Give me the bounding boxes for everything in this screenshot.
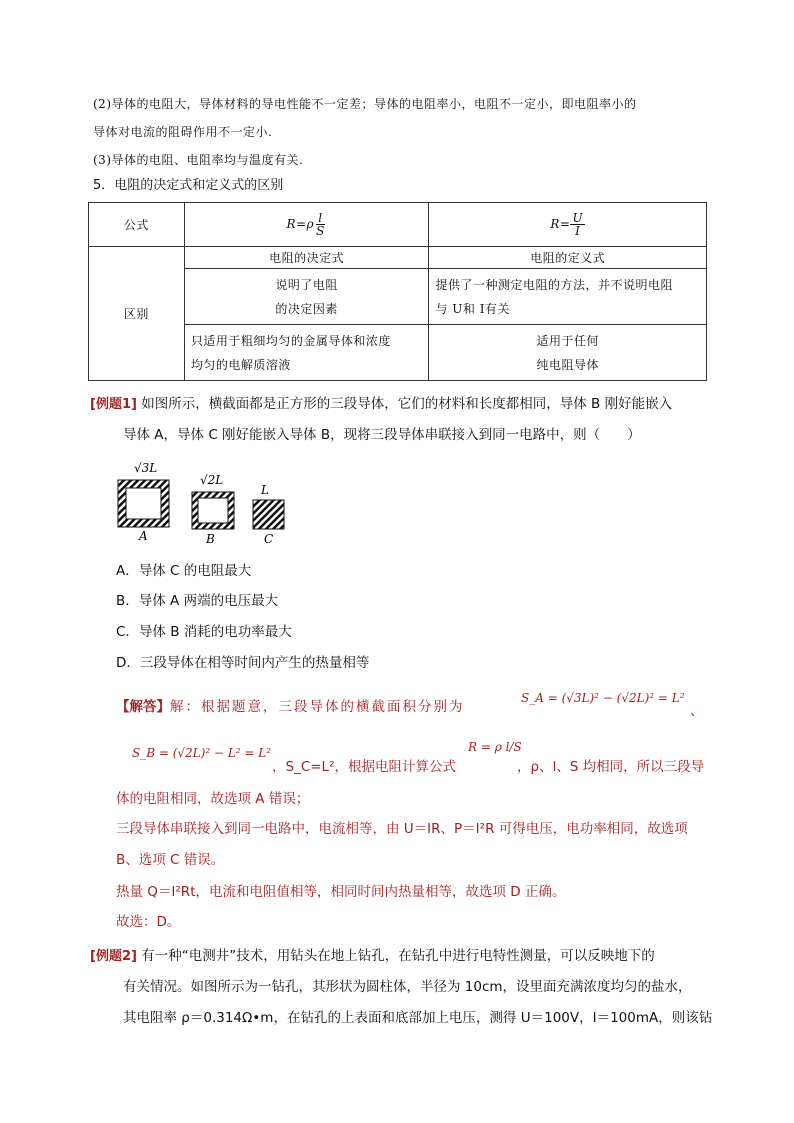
option-c: C．导体 B 消耗的电功率最大 (116, 624, 292, 640)
conductors-figure (112, 455, 302, 547)
solution-line-5: 三段导体串联接入到同一电路中，电流相等，由 U＝IR、P＝I²R 可得电压，电功率相同，故选项 (116, 821, 688, 837)
label-b: B (206, 532, 215, 546)
formula-decisive: R=ρ $\frac{l}{S}$ (184, 203, 429, 247)
solution-line-4: 体的电阻相同，故选项 A 错误； (116, 791, 310, 807)
solution-line-7: 热量 Q＝I²Rt，电流和电阻值相等，相同时间内热量相等，故选项 D 正确。 (116, 884, 566, 900)
formula-definition: R= $\frac{U}{I}$ (429, 203, 707, 247)
table-label-formula: 公式 (89, 203, 185, 247)
intro-line-1: (2)导体的电阻大，导体材料的导电性能不一定差；导体的电阻率小，电阻不一定小，即电阻率小的 (93, 97, 637, 111)
option-d: D．三段导体在相等时间内产生的热量相等 (116, 655, 370, 671)
intro-line-3: (3)导体的电阻、电阻率均与温度有关. (93, 153, 304, 167)
cell-r2c2: 提供了一种测定电阻的方法，并不说明电阻 与 U和 I有关 (429, 269, 707, 325)
section-title: 5．电阻的决定式和定义式的区别 (93, 178, 284, 193)
example2-line-1: [例题2] 有一种“电测井”技术，用钻头在地上钻孔，在钻孔中进行电特性测量，可以反映地下的 (90, 948, 655, 964)
label-a-top: √3L (134, 461, 158, 475)
formula-r: R = ρ l/S (468, 740, 522, 754)
example2-line-2: 有关情况。如图所示为一钻孔，其形状为圆柱体，半径为 10cm，设里面充满浓度均匀的盐水， (123, 979, 692, 995)
conductor-c (253, 500, 284, 529)
example2-line-3: 其电阻率 ρ＝0.314Ω•m，在钻孔的上表面和底部加上电压，测得 U＝100V，I＝100mA，则该钻 (123, 1010, 713, 1026)
solution-tag: 【解答】 (116, 699, 170, 715)
cell-r3c1: 只适用于粗细均匀的金属导体和浓度 均匀的电解质溶液 (184, 325, 429, 381)
table-label-diff: 区别 (89, 247, 185, 381)
cell-r1c1: 电阻的决定式 (184, 247, 429, 269)
example2-label: [例题2] (90, 949, 137, 964)
formula-sb: S_B = (√2L)² − L² = L² (132, 746, 272, 760)
solution-line-6: B、选项 C 错误。 (116, 852, 225, 868)
cell-r3c2: 适用于任何 纯电阻导体 (429, 325, 707, 381)
cell-r2c1: 说明了电阻 的决定因素 (184, 269, 429, 325)
comparison-table (88, 202, 707, 381)
example1-line-2: 导体 A，导体 C 刚好能嵌入导体 B，现将三段导体串联接入到同一电路中，则（ ） (123, 427, 641, 443)
cell-r1c2: 电阻的定义式 (429, 247, 707, 269)
solution-line-8: 故选：D。 (116, 914, 181, 930)
label-b-top: √2L (200, 473, 224, 487)
example1-label: [例题1] (90, 397, 137, 412)
solution-comma: 、 (690, 703, 704, 719)
option-a: A．导体 C 的电阻最大 (116, 563, 252, 579)
solution-line-2: ，S_C=L²，根据电阻计算公式 (272, 759, 456, 775)
example1-line-1: [例题1] 如图所示，横截面都是正方形的三段导体，它们的材料和长度都相同，导体 B 刚好能嵌入 (90, 396, 673, 412)
label-c-top: L (261, 483, 269, 497)
intro-line-2: 导体对电流的阻碍作用不一定小. (93, 125, 273, 139)
option-b: B．导体 A 两端的电压最大 (116, 593, 279, 609)
label-c: C (264, 532, 274, 546)
label-a: A (139, 529, 148, 543)
formula-sa: S_A = (√3L)² − (√2L)² = L² (521, 691, 685, 705)
solution-line-1: 【解答】解：根据题意，三段导体的横截面积分别为 (116, 699, 465, 715)
solution-line-3: ，ρ、l、S 均相同，所以三段导 (517, 759, 705, 775)
